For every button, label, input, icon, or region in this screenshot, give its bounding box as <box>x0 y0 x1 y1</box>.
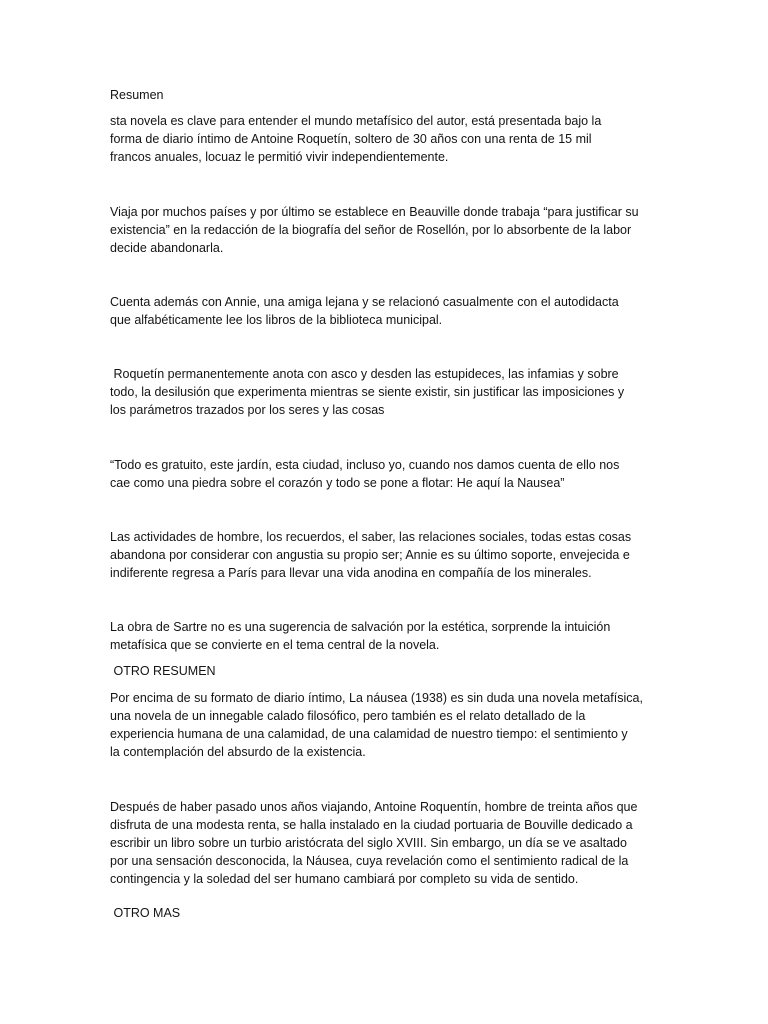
paragraph-5-line: “Todo es gratuito, este jardín, esta ciudad, incluso yo, cuando nos damos cuenta de ello nos <box>110 458 620 472</box>
paragraph-5-quote <box>110 456 619 492</box>
paragraph-7-line: metafísica que se convierte en el tema central de la novela. <box>110 638 440 652</box>
heading-resumen: Resumen <box>110 88 164 102</box>
paragraph-4 <box>110 365 624 419</box>
paragraph-3 <box>110 293 619 329</box>
paragraph-3-line: Cuenta además con Annie, una amiga lejana y se relacionó casualmente con el autodidacta <box>110 295 619 309</box>
paragraph-1-line: francos anuales, locuaz le permitió vivir independientemente. <box>110 150 449 164</box>
heading-otro-resumen: OTRO RESUMEN <box>110 664 216 678</box>
paragraph-3-line: que alfabéticamente lee los libros de la biblioteca municipal. <box>110 313 443 327</box>
paragraph-7-line: La obra de Sartre no es una sugerencia de salvación por la estética, sorprende la intuición <box>110 620 611 634</box>
heading-otro-mas: OTRO MAS <box>110 906 181 920</box>
paragraph-1 <box>110 112 601 166</box>
paragraph-1-line: forma de diario íntimo de Antoine Roquetín, soltero de 30 años con una renta de 15 mil <box>110 132 592 146</box>
paragraph-9-line: Después de haber pasado unos años viajando, Antoine Roquentín, hombre de treinta años que <box>110 800 638 814</box>
paragraph-4-line: todo, la desilusión que experimenta mientras se siente existir, sin justificar las imposiciones y <box>110 385 625 399</box>
paragraph-1-line: sta novela es clave para entender el mundo metafísico del autor, está presentada bajo la <box>110 114 602 128</box>
paragraph-6 <box>110 528 631 582</box>
paragraph-4-line: Roquetín permanentemente anota con asco y desden las estupideces, las infamias y sobre <box>110 367 619 381</box>
paragraph-4-line: los parámetros trazados por los seres y las cosas <box>110 403 385 417</box>
paragraph-7 <box>110 618 610 654</box>
paragraph-8 <box>110 689 643 761</box>
paragraph-2-line: decide abandonarla. <box>110 241 224 255</box>
paragraph-8-line: la contemplación del absurdo de la existencia. <box>110 745 366 759</box>
paragraph-9-line: contingencia y la soledad del ser humano cambiará por completo su vida de sentido. <box>110 872 579 886</box>
paragraph-6-line: indiferente regresa a París para llevar una vida anodina en compañía de los minerales. <box>110 566 592 580</box>
paragraph-8-line: experiencia humana de una calamidad, de una calamidad de nuestro tiempo: el sentimiento y <box>110 727 628 741</box>
paragraph-9-line: escribir un libro sobre un turbio aristócrata del siglo XVIII. Sin embargo, un día se ve asaltado <box>110 836 627 850</box>
paragraph-8-line: una novela de un innegable calado filosófico, pero también es el relato detallado de la <box>110 709 586 723</box>
paragraph-5-line: cae como una piedra sobre el corazón y todo se pone a flotar: He aquí la Nausea” <box>110 476 565 490</box>
paragraph-9-line: disfruta de una modesta renta, se halla instalado en la ciudad portuaria de Bouville dedicado a <box>110 818 633 832</box>
paragraph-2 <box>110 203 639 257</box>
paragraph-6-line: abandona por considerar con angustia su propio ser; Annie es su último soporte, envejecida e <box>110 548 630 562</box>
paragraph-9-line: por una sensación desconocida, la Náusea, cuya revelación como el sentimiento radical de la <box>110 854 629 868</box>
paragraph-9 <box>110 798 637 888</box>
paragraph-8-line: Por encima de su formato de diario íntimo, La náusea (1938) es sin duda una novela metafísica, <box>110 691 643 705</box>
paragraph-2-line: existencia” en la redacción de la biografía del señor de Rosellón, por lo absorbente de la labor <box>110 223 632 237</box>
paragraph-2-line: Viaja por muchos países y por último se establece en Beauville donde trabaja “para justificar su <box>110 205 639 219</box>
paragraph-6-line: Las actividades de hombre, los recuerdos, el saber, las relaciones sociales, todas estas cosas <box>110 530 632 544</box>
